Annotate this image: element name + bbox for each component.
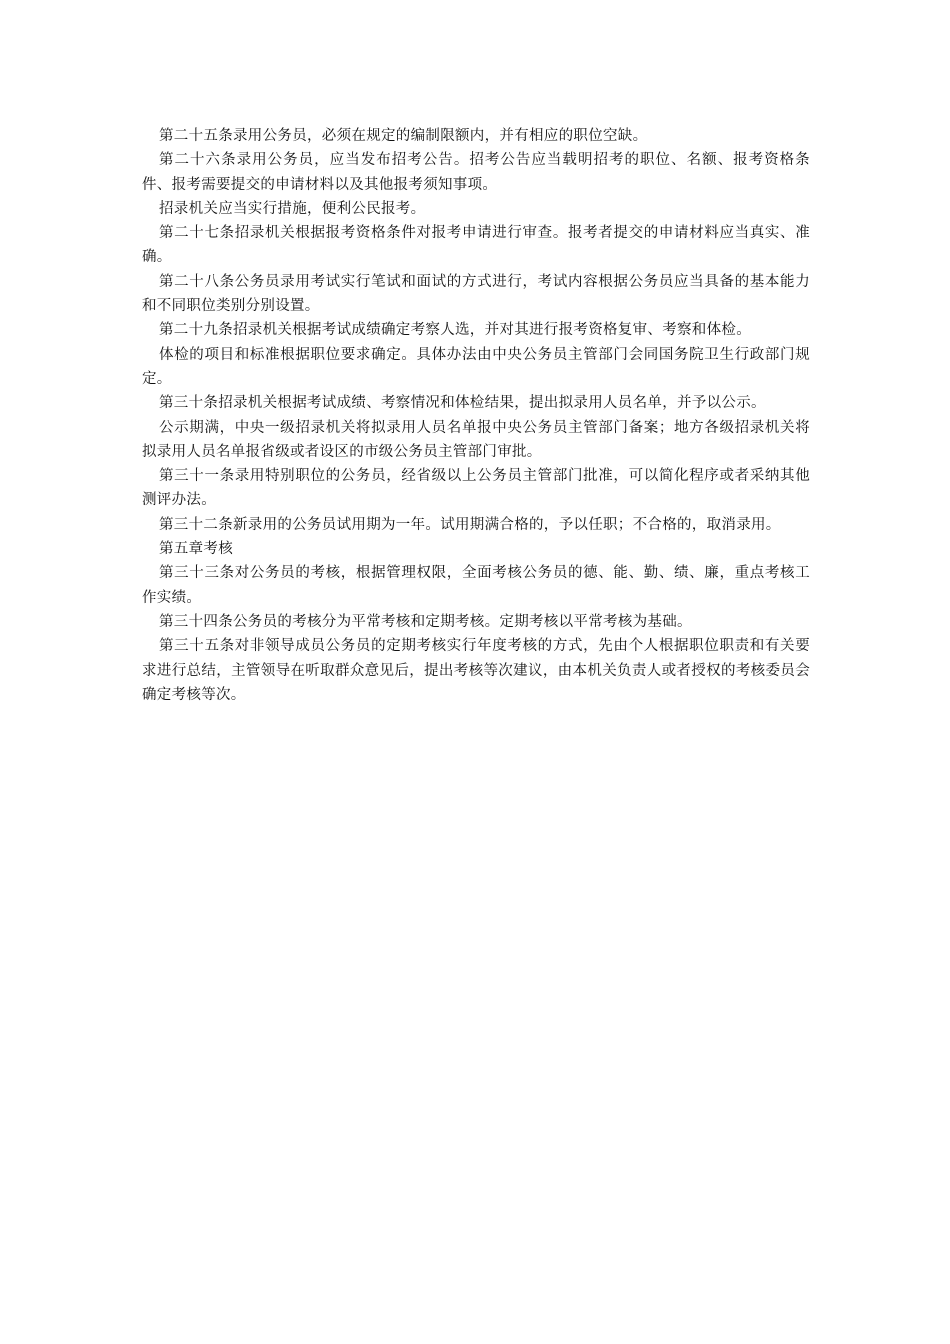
paragraph-article-30-supplement: 公示期满，中央一级招录机关将拟录用人员名单报中央公务员主管部门备案；地方各级招录机关将拟录用人员名单报省级或者设区的市级公务员主管部门审批。 — [142, 419, 810, 460]
paragraph-article-26: 第二十六条录用公务员，应当发布招考公告。招考公告应当载明招考的职位、名额、报考资格条件、报考需要提交的申请材料以及其他报考须知事项。 — [142, 152, 810, 193]
chapter-heading: 第五章考核 — [159, 541, 233, 558]
paragraph-article-29: 第二十九条招录机关根据考试成绩确定考察人选，并对其进行报考资格复审、考察和体检。 — [159, 322, 751, 339]
paragraph-article-26-supplement: 招录机关应当实行措施，便利公民报考。 — [159, 200, 426, 217]
document-body — [142, 124, 810, 707]
paragraph-article-29-supplement: 体检的项目和标准根据职位要求确定。具体办法由中央公务员主管部门会同国务院卫生行政部门规定。 — [142, 346, 810, 387]
paragraph-article-25: 第二十五条录用公务员，必须在规定的编制限额内，并有相应的职位空缺。 — [159, 128, 648, 144]
paragraph-article-32: 第三十二条新录用的公务员试用期为一年。试用期满合格的，予以任职；不合格的，取消录用。 — [159, 516, 781, 533]
paragraph-article-28: 第二十八条公务员录用考试实行笔试和面试的方式进行，考试内容根据公务员应当具备的基本能力和不同职位类别分别设置。 — [142, 273, 810, 315]
paragraph-article-27: 第二十七条招录机关根据报考资格条件对报考申请进行审查。报考者提交的申请材料应当真实、准确。 — [142, 225, 810, 266]
paragraph-article-31: 第三十一条录用特别职位的公务员，经省级以上公务员主管部门批准，可以简化程序或者采纳其他测评办法。 — [142, 468, 810, 509]
paragraph-article-35: 第三十五条对非领导成员公务员的定期考核实行年度考核的方式，先由个人根据职位职责和有关要求进行总结，主管领导在听取群众意见后，提出考核等次建议，由本机关负责人或者授权的考核委员会确定考核等次。 — [142, 638, 810, 703]
paragraph-article-34: 第三十四条公务员的考核分为平常考核和定期考核。定期考核以平常考核为基础。 — [159, 613, 692, 630]
paragraph-article-30: 第三十条招录机关根据考试成绩、考察情况和体检结果，提出拟录用人员名单，并予以公示。 — [159, 395, 766, 412]
paragraph-article-33: 第三十三条对公务员的考核，根据管理权限，全面考核公务员的德、能、勤、绩、廉，重点考核工作实绩。 — [142, 565, 810, 606]
